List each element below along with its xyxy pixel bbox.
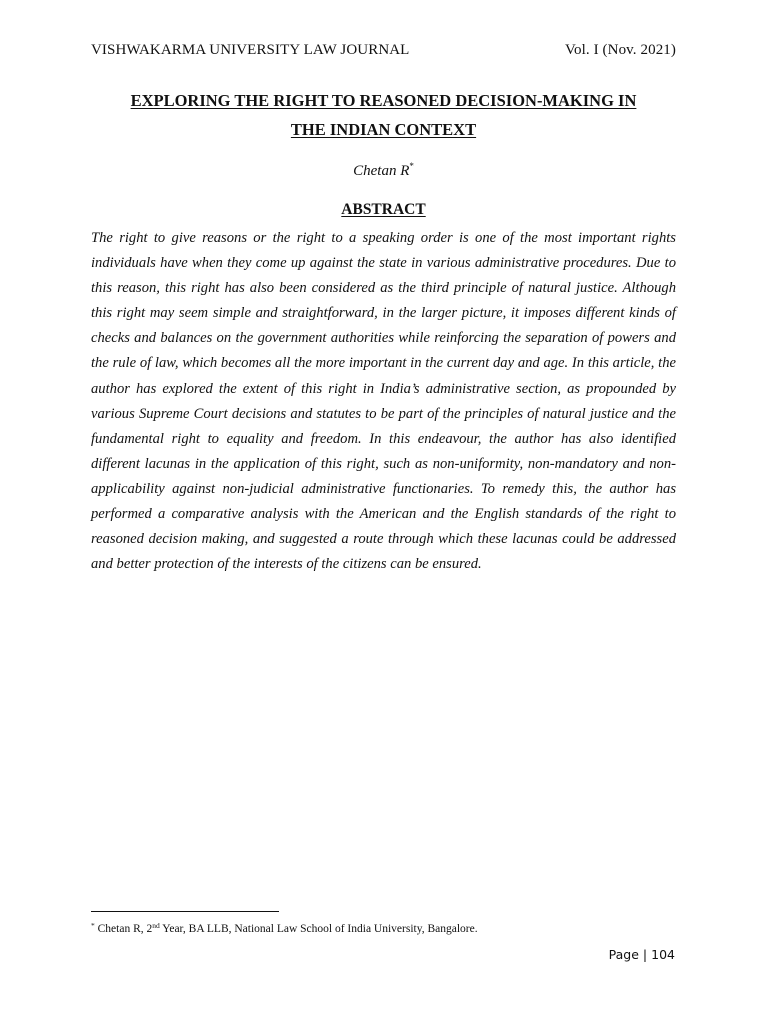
page-separator: |	[642, 947, 648, 962]
page-number-value: 104	[651, 947, 675, 962]
title-line-2: THE INDIAN CONTEXT	[290, 120, 477, 139]
footnote-mark: *	[91, 921, 95, 930]
footnote	[91, 921, 676, 935]
title-line-1: EXPLORING THE RIGHT TO REASONED DECISION-MAKING IN	[130, 91, 637, 110]
volume-info: Vol. I (Nov. 2021)	[565, 42, 676, 58]
page-label: Page	[608, 947, 639, 962]
author-name: Chetan R	[353, 163, 410, 179]
footnote-text-start: Chetan R, 2	[94, 923, 153, 935]
journal-name: VISHWAKARMA UNIVERSITY LAW JOURNAL	[91, 42, 410, 58]
footnote-ordinal-suffix: nd	[152, 921, 160, 930]
abstract-body: The right to give reasons or the right to a speaking order is one of the most important rights individuals have when they come up against the state in various administrative procedures. Due to this reason, this right has also been considered as the third principle of natural justice. Although this right may seem simple and straightforward, in the larger picture, it imposes different kinds of checks and balances on the government authorities while reinforcing the separation of powers and the rule of law, which becomes all the more important in the current day and age. In this article, the author has explored the extent of this right in India’s administrative section, as propounded by various Supreme Court decisions and statutes to be part of the principles of natural justice and the fundamental right to equality and freedom. In this endeavour, the author has also identified different lacunas in the application of this right, such as non-uniformity, non-mandatory and non-applicability against non-judicial administrative functionaries. To remedy this, the author has performed a comparative analysis with the American and the English standards of the right to reasoned decision making, and suggested a route through which these lacunas could be addressed and better protection of the interests of the citizens can be ensured.	[91, 230, 676, 573]
article-title	[91, 86, 676, 144]
running-header	[91, 42, 676, 59]
footnote-text-end: Year, BA LLB, National Law School of India University, Bangalore.	[159, 923, 478, 935]
author-footnote-mark: *	[409, 161, 414, 171]
abstract-heading: ABSTRACT	[341, 201, 426, 218]
footnote-divider	[91, 911, 279, 912]
page-number	[609, 947, 675, 962]
author-byline	[91, 161, 676, 180]
